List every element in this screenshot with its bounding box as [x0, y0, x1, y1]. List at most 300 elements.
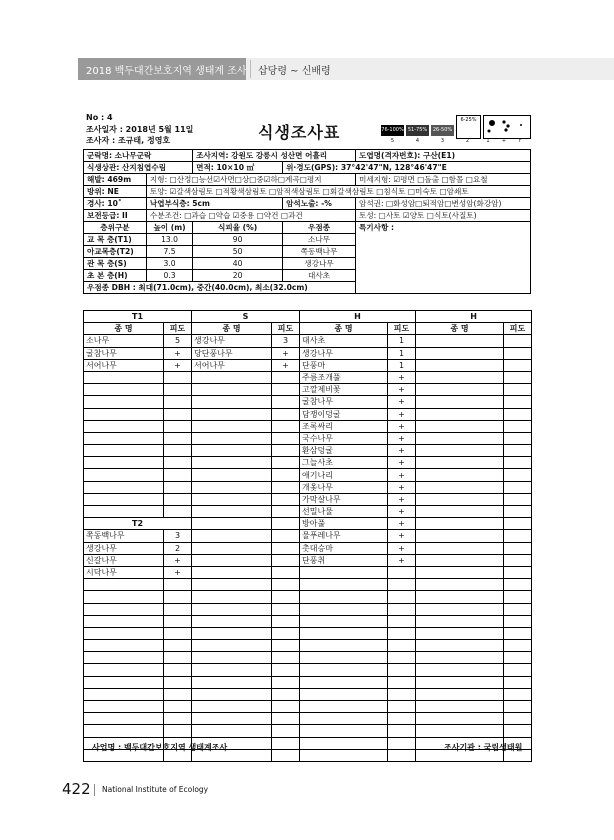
species-cell	[192, 469, 272, 481]
species-cell	[84, 664, 164, 676]
coverage-box-4: 51-75%	[406, 125, 429, 136]
cover-cell	[272, 371, 300, 383]
cover-cell	[504, 493, 532, 505]
survey-agency: 조사기관 : 국립생태원	[444, 743, 523, 752]
species-cell: 환삼덩굴	[300, 445, 388, 457]
species-cell	[416, 493, 504, 505]
species-cell: 생강나무	[84, 542, 164, 554]
table-row	[84, 713, 532, 725]
cover-cell: +	[388, 481, 416, 493]
cover-cell	[164, 420, 192, 432]
species-cell	[416, 530, 504, 542]
header-title: 2018 백두대간보호지역 생태계 조사	[86, 66, 247, 77]
table-row	[84, 579, 532, 591]
elevation: 해발: 469m	[84, 174, 147, 186]
cover-cell	[504, 688, 532, 700]
gps-coords: 위·경도(GPS): 37°42'47"N, 128°46'47"E	[283, 162, 531, 174]
table-row	[84, 335, 532, 347]
dominant-dbh: 우점종 DBH : 최대(71.0cm), 중간(40.0cm), 최소(32.0cm)	[84, 282, 356, 294]
species-cell	[416, 627, 504, 639]
species-cell	[84, 688, 164, 700]
cover-cell	[504, 591, 532, 603]
survey-area: 조사지역: 강원도 강릉시 성산면 어흘리	[193, 150, 356, 162]
cover-cell	[388, 615, 416, 627]
species-cell	[416, 335, 504, 347]
cover-cell	[272, 640, 300, 652]
species-cell	[416, 481, 504, 493]
table-row	[84, 701, 532, 713]
species-cell	[84, 420, 164, 432]
species-cell	[192, 713, 272, 725]
cover-cell	[272, 603, 300, 615]
cover-cell	[504, 481, 532, 493]
dominant-s: 생강나무	[283, 258, 356, 270]
species-col-head: 종 명	[192, 323, 272, 335]
cover-cell	[504, 530, 532, 542]
table-row	[84, 518, 532, 530]
cover-cell: +	[388, 432, 416, 444]
cover-cell	[504, 664, 532, 676]
species-cell	[192, 554, 272, 566]
coverage-num-r: r	[518, 138, 522, 144]
species-cell	[84, 615, 164, 627]
cover-cell	[272, 384, 300, 396]
cover-cell	[272, 676, 300, 688]
layer-head-h2: H	[416, 311, 532, 323]
table-row	[84, 652, 532, 664]
table-row	[84, 688, 532, 700]
sheet-number: No : 4	[86, 113, 113, 122]
cover-cell	[164, 384, 192, 396]
layer-head-h1: H	[300, 311, 416, 323]
species-cell	[192, 640, 272, 652]
cover-cell	[388, 652, 416, 664]
cover-cell: +	[388, 542, 416, 554]
cover-cell: +	[164, 566, 192, 578]
cover-cell	[164, 396, 192, 408]
cover-cell	[388, 591, 416, 603]
species-cell	[300, 579, 388, 591]
cover-cell: +	[164, 359, 192, 371]
coverage-box-5: 76-100%	[381, 125, 404, 136]
species-cell	[192, 530, 272, 542]
cover-cell: +	[388, 530, 416, 542]
cover-cell	[504, 457, 532, 469]
layer-col-label: 층위구분	[84, 222, 147, 234]
cover-cell	[272, 530, 300, 542]
cover-cell	[504, 384, 532, 396]
species-cell	[300, 749, 388, 761]
cover-cell: 3	[164, 530, 192, 542]
species-cell	[84, 627, 164, 639]
species-cell	[192, 566, 272, 578]
cover-cell: 1	[388, 359, 416, 371]
survey-date: 조사일자 : 2018년 5월 11일	[86, 125, 194, 134]
cover-cell: +	[388, 396, 416, 408]
cover-cell	[504, 566, 532, 578]
table-row	[84, 420, 532, 432]
table-row	[84, 432, 532, 444]
cover-cell	[504, 408, 532, 420]
table-row	[84, 603, 532, 615]
species-cell	[192, 603, 272, 615]
table-row	[84, 725, 532, 737]
species-cell: 생강나무	[300, 347, 388, 359]
species-cell	[416, 542, 504, 554]
species-cell	[192, 396, 272, 408]
species-cell	[192, 481, 272, 493]
project-name: 사업명 : 백두대간보호지역 생태계조사	[92, 743, 228, 752]
species-cell	[192, 506, 272, 518]
cover-cell	[164, 676, 192, 688]
dominant-h: 대사초	[283, 270, 356, 282]
species-cell	[192, 445, 272, 457]
coverage-num-1: 1	[486, 138, 490, 144]
species-cell	[416, 591, 504, 603]
layer-s: 관 목 층(S)	[84, 258, 147, 270]
cover-cell	[164, 713, 192, 725]
cover-t2: 50	[193, 246, 283, 258]
cover-cell: 1	[388, 347, 416, 359]
cover-cell	[164, 725, 192, 737]
cover-cell	[272, 493, 300, 505]
height-t1: 13.0	[146, 234, 192, 246]
species-cell	[192, 457, 272, 469]
species-cell	[192, 579, 272, 591]
species-cell	[192, 615, 272, 627]
species-cell	[192, 664, 272, 676]
species-cell	[84, 640, 164, 652]
species-cell: 소나무	[84, 335, 164, 347]
cover-cell	[388, 640, 416, 652]
species-cell: 애기나리	[300, 469, 388, 481]
cover-s: 40	[193, 258, 283, 270]
cover-cell: +	[272, 347, 300, 359]
cover-cell	[388, 603, 416, 615]
species-cell	[84, 408, 164, 420]
species-cell	[300, 725, 388, 737]
cover-cell: +	[388, 420, 416, 432]
species-cell	[192, 725, 272, 737]
species-cell	[84, 701, 164, 713]
height-s: 3.0	[146, 258, 192, 270]
cover-cell	[272, 749, 300, 761]
coverage-num-4: 4	[415, 138, 420, 144]
species-cell	[300, 615, 388, 627]
table-row	[84, 396, 532, 408]
topography: 지형: □산정□능선☑사면□상□중☑하□계곡□평지	[146, 174, 355, 186]
cover-cell	[164, 506, 192, 518]
cover-cell	[272, 432, 300, 444]
species-cell	[84, 652, 164, 664]
cover-cell	[388, 737, 416, 749]
cover-cell	[504, 506, 532, 518]
cover-cell	[388, 749, 416, 761]
cover-cell	[272, 408, 300, 420]
cover-cell	[164, 457, 192, 469]
cover-cell: +	[388, 493, 416, 505]
cover-cell	[164, 445, 192, 457]
species-cell: 촛대승마	[300, 542, 388, 554]
cover-cell	[272, 554, 300, 566]
coverage-num-5: 5	[390, 138, 395, 144]
cover-cell	[272, 457, 300, 469]
page-divider	[94, 784, 95, 796]
species-cell	[416, 725, 504, 737]
species-cell	[84, 457, 164, 469]
species-cell	[192, 518, 272, 530]
species-cell: 서어나무	[84, 359, 164, 371]
species-cell	[84, 432, 164, 444]
cover-cell	[272, 420, 300, 432]
cover-cell	[164, 640, 192, 652]
cover-cell	[504, 701, 532, 713]
table-row	[84, 627, 532, 639]
species-cell	[192, 652, 272, 664]
species-cell	[416, 603, 504, 615]
cover-cell	[388, 725, 416, 737]
species-cell: 주름조개풀	[300, 371, 388, 383]
species-cell	[84, 676, 164, 688]
cover-cell	[272, 688, 300, 700]
physiognomy: 식생상관: 산지침엽수림	[84, 162, 193, 174]
species-cell	[416, 554, 504, 566]
cover-col-label: 식피율 (%)	[193, 222, 283, 234]
table-row	[84, 493, 532, 505]
moisture: 수분조건: □과습 □약습 ☑중용 □약건 □과건	[146, 210, 355, 222]
dominant-t2: 쪽동백나무	[283, 246, 356, 258]
species-cell	[416, 518, 504, 530]
cover-cell	[164, 603, 192, 615]
cover-cell	[164, 652, 192, 664]
species-cell	[416, 469, 504, 481]
conservation-grade: 보전등급: II	[84, 210, 147, 222]
species-cell	[84, 445, 164, 457]
table-row	[84, 469, 532, 481]
species-cell: 조록싸리	[300, 420, 388, 432]
species-cell	[192, 408, 272, 420]
height-col-label: 높이 (m)	[146, 222, 192, 234]
layer-head-s: S	[192, 311, 300, 323]
species-cell	[300, 737, 388, 749]
species-cell	[300, 676, 388, 688]
coverage-num-3: 3	[440, 138, 445, 144]
table-row	[84, 481, 532, 493]
species-cell	[300, 713, 388, 725]
cover-cell	[272, 725, 300, 737]
cover-cell	[388, 688, 416, 700]
species-cell	[416, 457, 504, 469]
cover-col-head: 피도	[504, 323, 532, 335]
species-cell: 생강나무	[192, 335, 272, 347]
cover-cell	[388, 664, 416, 676]
species-cell	[416, 420, 504, 432]
species-cell	[84, 591, 164, 603]
species-table	[83, 310, 532, 762]
species-cell	[416, 371, 504, 383]
cover-cell: +	[388, 408, 416, 420]
species-cell: 국수나무	[300, 432, 388, 444]
species-cell	[84, 603, 164, 615]
cover-cell	[504, 725, 532, 737]
cover-cell	[164, 688, 192, 700]
header-divider	[250, 60, 251, 78]
species-cell	[416, 676, 504, 688]
species-cell: 굴참나무	[300, 396, 388, 408]
species-cell	[300, 640, 388, 652]
species-cell	[192, 676, 272, 688]
cover-cell	[504, 371, 532, 383]
species-cell	[192, 493, 272, 505]
cover-cell: +	[388, 554, 416, 566]
layer-t2: 아교목층(T2)	[84, 246, 147, 258]
table-row	[84, 591, 532, 603]
table-row	[84, 384, 532, 396]
cover-cell	[504, 579, 532, 591]
species-cell	[84, 493, 164, 505]
species-cell: 그늘사초	[300, 457, 388, 469]
cover-cell: +	[164, 347, 192, 359]
microtopography: 미세지형: ☑평면 □돌출 □함몰 □요철	[356, 174, 531, 186]
species-cell	[192, 420, 272, 432]
species-cell	[416, 688, 504, 700]
cover-cell	[272, 615, 300, 627]
table-row	[84, 566, 532, 578]
map-grid: 도엽명(격자번호): 구산(E1)	[356, 150, 531, 162]
species-cell: 고깔제비꽃	[300, 384, 388, 396]
cover-cell	[164, 615, 192, 627]
cover-cell	[164, 493, 192, 505]
cover-cell	[504, 420, 532, 432]
species-cell	[416, 701, 504, 713]
species-col-head: 종 명	[84, 323, 164, 335]
cover-cell	[272, 737, 300, 749]
species-cell: 당단풍나무	[192, 347, 272, 359]
cover-cell	[504, 713, 532, 725]
cover-cell	[272, 469, 300, 481]
plot-area: 면적: 10×10 ㎡	[193, 162, 283, 174]
cover-cell: 5	[164, 335, 192, 347]
species-cell	[84, 481, 164, 493]
cover-col-head: 피도	[272, 323, 300, 335]
species-cell	[300, 603, 388, 615]
species-col-head: 종 명	[300, 323, 388, 335]
coverage-num-2: 2	[465, 138, 470, 144]
cover-cell	[164, 701, 192, 713]
cover-cell	[272, 627, 300, 639]
species-cell	[416, 652, 504, 664]
cover-cell	[272, 579, 300, 591]
species-cell	[192, 591, 272, 603]
table-row	[84, 457, 532, 469]
bedrock: 암석권: □화성암□퇴적암□변성암(화강암)	[356, 198, 531, 210]
cover-cell	[504, 445, 532, 457]
species-cell	[192, 542, 272, 554]
cover-cell	[504, 359, 532, 371]
cover-cell	[164, 432, 192, 444]
cover-cell	[504, 615, 532, 627]
species-cell: 물푸레나무	[300, 530, 388, 542]
species-col-head: 종 명	[416, 323, 504, 335]
coverage-box-2-label: 6-25%	[460, 117, 477, 123]
species-cell: 시닥나무	[84, 566, 164, 578]
species-cell: 단풍취	[300, 554, 388, 566]
cover-cell	[504, 652, 532, 664]
cover-cell: +	[388, 371, 416, 383]
cover-cell	[504, 627, 532, 639]
t2-label: T2	[84, 518, 192, 530]
species-cell	[416, 664, 504, 676]
cover-cell	[504, 335, 532, 347]
cover-cell	[504, 603, 532, 615]
cover-cell	[272, 481, 300, 493]
species-cell	[192, 384, 272, 396]
species-body	[84, 335, 532, 762]
cover-cell	[272, 701, 300, 713]
species-cell	[84, 579, 164, 591]
species-cell	[192, 701, 272, 713]
cover-cell	[388, 627, 416, 639]
table-row	[84, 640, 532, 652]
cover-cell	[272, 713, 300, 725]
cover-col-head: 피도	[164, 323, 192, 335]
coverage-box-2	[456, 115, 481, 139]
height-h: 0.3	[146, 270, 192, 282]
species-cell	[300, 627, 388, 639]
species-cell	[416, 359, 504, 371]
cover-cell	[272, 652, 300, 664]
cover-cell: +	[388, 445, 416, 457]
species-cell	[416, 408, 504, 420]
coverage-dots-icon	[483, 115, 531, 139]
table-row	[84, 506, 532, 518]
remarks: 특기사항 :	[355, 222, 530, 294]
cover-col-head: 피도	[388, 323, 416, 335]
species-cell	[416, 566, 504, 578]
cover-cell	[388, 676, 416, 688]
species-cell	[300, 566, 388, 578]
cover-cell	[388, 701, 416, 713]
species-cell	[416, 640, 504, 652]
layer-t1: 교 목 층(T1)	[84, 234, 147, 246]
coverage-box-3: 26-50%	[431, 125, 454, 136]
species-cell	[84, 396, 164, 408]
species-cell	[84, 384, 164, 396]
cover-cell: 1	[388, 335, 416, 347]
cover-cell	[504, 542, 532, 554]
cover-cell	[272, 664, 300, 676]
page-number: 422	[62, 780, 91, 798]
species-cell	[416, 396, 504, 408]
species-cell: 신갈나무	[84, 554, 164, 566]
species-cell: 대사초	[300, 335, 388, 347]
species-cell: 방아풀	[300, 518, 388, 530]
layer-head-t1: T1	[84, 311, 192, 323]
table-row	[84, 554, 532, 566]
species-cell	[84, 506, 164, 518]
cover-cell: +	[388, 457, 416, 469]
species-cell	[84, 713, 164, 725]
cover-cell: +	[272, 359, 300, 371]
species-cell	[84, 371, 164, 383]
table-row	[84, 530, 532, 542]
cover-cell	[504, 396, 532, 408]
institute-name: National Institute of Ecology	[102, 785, 209, 794]
species-cell	[416, 579, 504, 591]
height-t2: 7.5	[146, 246, 192, 258]
cover-t1: 90	[193, 234, 283, 246]
cover-cell	[504, 469, 532, 481]
